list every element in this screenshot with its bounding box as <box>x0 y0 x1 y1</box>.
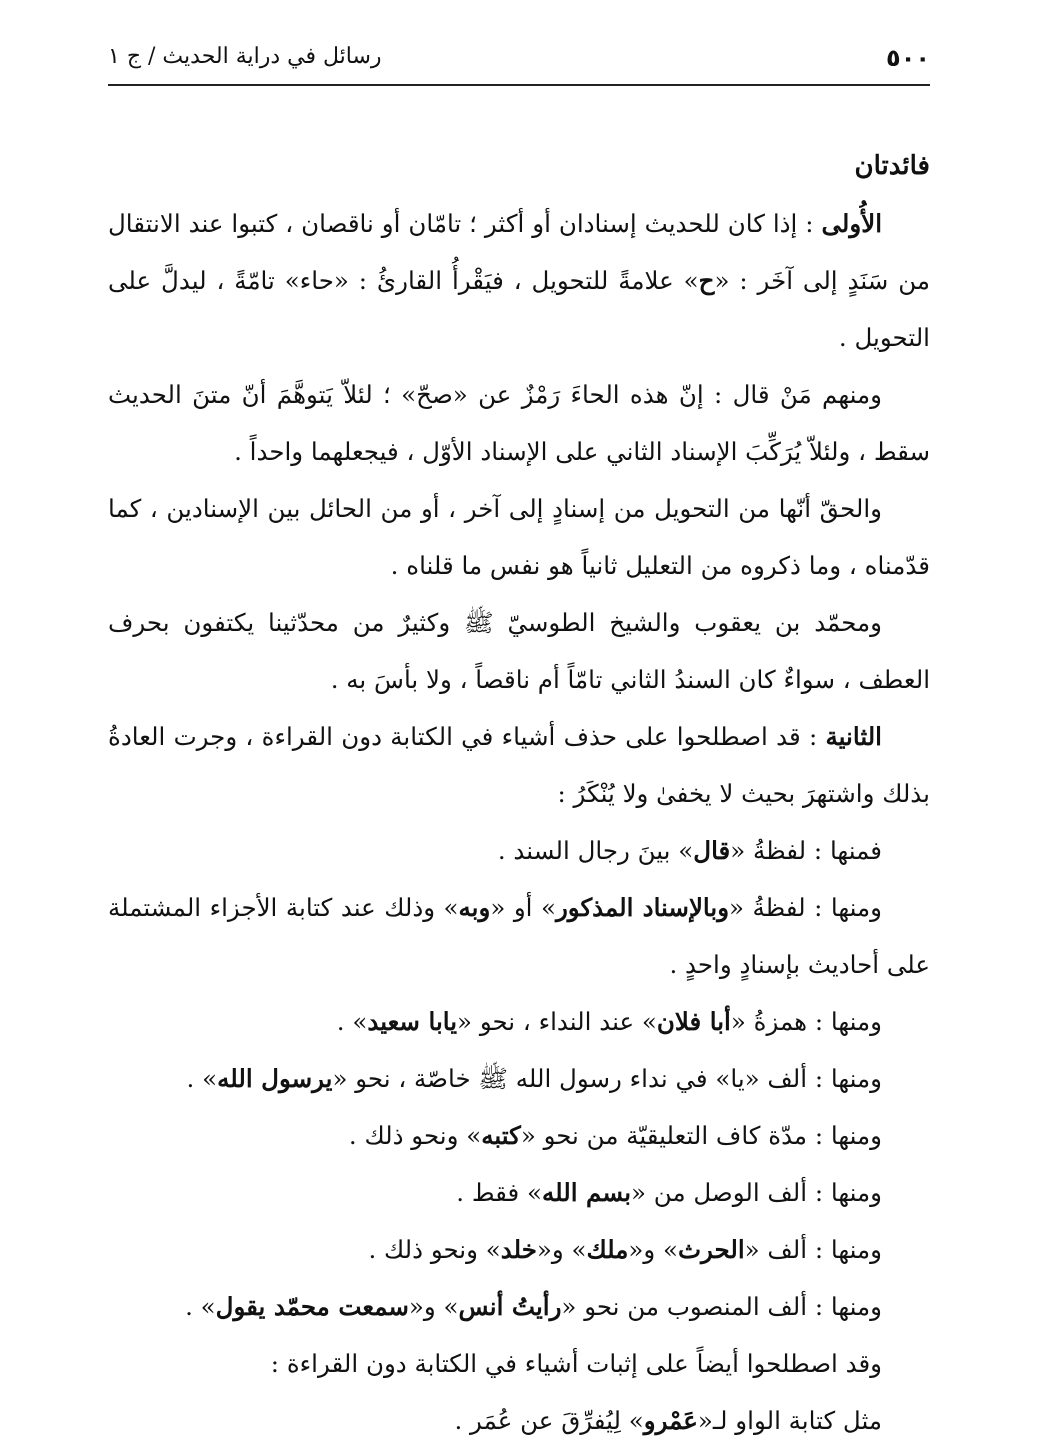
first-label: الأُولى <box>821 209 882 238</box>
list-item: مثل كتابة الواو لـ«عَمْرو» لِيُفرِّقَ عن عُمَر . <box>454 1406 882 1435</box>
list-item: ومنها : لفظةُ «وبالإسناد المذكور» أو «وبه» وذلك عند كتابة الأجزاء المشتملة على أحاديث بإسنادٍ واحدٍ . <box>108 893 930 979</box>
paragraph-sahh-opinion: ومنهم مَنْ قال : إنّ هذه الحاءَ رَمْزٌ عن «صحّ» ؛ لئلاّ يَتوهَّمَ أنّ متنَ الحديث سقط ، ولئلاّ يُرَكِّبَ الإسناد الثاني على الإسناد الأوّل ، فيجعلهما واحداً . <box>108 380 930 466</box>
running-title: رسائل في دراية الحديث / ج ١ <box>108 44 382 69</box>
page-body <box>108 138 930 1449</box>
section-heading: فائدتان <box>854 151 930 181</box>
list-item: ومنها : ألف «يا» في نداء رسول الله ﷺ خاصّة ، نحو «يرسول الله» . <box>186 1064 882 1093</box>
paragraph-correct-view: والحقّ أنّها من التحويل من إسنادٍ إلى آخر ، أو من الحائل بين الإسنادين ، كما قدّمناه ، وما ذكروه من التعليل ثانياً هو نفس ما قلناه . <box>108 494 930 580</box>
second-label: الثانية <box>825 722 882 751</box>
list-item: ومنها : ألف المنصوب من نحو «رأيتُ أنس» و«سمعت محمّد يقول» . <box>185 1292 882 1321</box>
page-number: ٥٠٠ <box>886 44 930 72</box>
list-item: ومنها : مدّة كاف التعليقيّة من نحو «كتبه» ونحو ذلك . <box>348 1121 882 1150</box>
list-item: ومنها : ألف الوصل من «بسم الله» فقط . <box>456 1178 882 1207</box>
paragraph-conjunction: ومحمّد بن يعقوب والشيخ الطوسيّ ﷺ وكثيرٌ من محدّثينا يكتفون بحرف العطف ، سواءٌ كان السندُ الثاني تامّاً أم ناقصاً ، ولا بأسَ به . <box>108 608 930 694</box>
list-item: وقد اصطلحوا أيضاً على إثبات أشياء في الكتابة دون القراءة : <box>270 1349 882 1378</box>
list-item: فمنها : لفظةُ «قال» بينَ رجال السند . <box>497 836 882 865</box>
list-item: ومنها : همزةُ «أبا فلان» عند النداء ، نحو «يابا سعيد» . <box>336 1007 882 1036</box>
list-item: ومنها : ألف «الحرث» و«ملك» و«خلد» ونحو ذلك . <box>368 1235 882 1264</box>
paragraph-second-benefit: الثانية : قد اصطلحوا على حذف أشياء في الكتابة دون القراءة ، وجرت العادةُ بذلك واشتهرَ بحيث لا يخفىٰ ولا يُنْكَرُ : <box>108 722 930 808</box>
paragraph-first-benefit: الأُولى : إذا كان للحديث إسنادان أو أكثر ؛ تامّان أو ناقصان ، كتبوا عند الانتقال من سَنَدٍ إلى آخَر : «ح» علامةً للتحويل ، فيَقْرأُ القارئُ : «حاء» تامّةً ، ليدلَّ على التحويل . <box>108 209 930 352</box>
page-header <box>108 38 930 86</box>
